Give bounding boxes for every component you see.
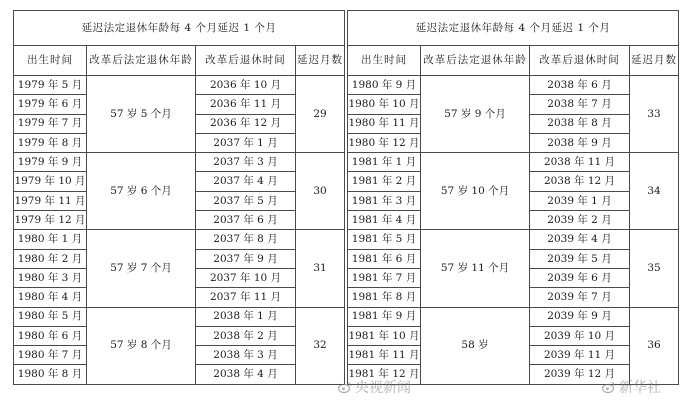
birth-date-cell: 1981 年 4 月 <box>348 211 421 230</box>
retirement-age-cell: 57 岁 9 个月 <box>421 76 530 153</box>
retirement-time-cell: 2037 年 3 月 <box>196 153 296 172</box>
birth-date-cell: 1980 年 9 月 <box>348 76 421 95</box>
retirement-time-cell: 2038 年 12 月 <box>530 172 630 191</box>
retirement-time-cell: 2038 年 9 月 <box>530 133 630 152</box>
retirement-time-cell: 2037 年 10 月 <box>196 268 296 287</box>
birth-date-header: 出生时间 <box>348 46 421 76</box>
retirement-time-cell: 2038 年 2 月 <box>196 326 296 345</box>
birth-date-cell: 1980 年 6 月 <box>14 326 87 345</box>
retirement-time-cell: 2038 年 11 月 <box>530 153 630 172</box>
watermark-text: 新华社 <box>619 380 661 396</box>
table-row <box>348 153 679 172</box>
retirement-time-cell: 2039 年 10 月 <box>530 326 630 345</box>
retirement-time-cell: 2039 年 11 月 <box>530 346 630 365</box>
birth-date-cell: 1980 年 1 月 <box>14 230 87 249</box>
delay-months-cell: 34 <box>630 153 679 230</box>
delay-months-cell: 30 <box>296 153 345 230</box>
birth-date-cell: 1980 年 11 月 <box>348 114 421 133</box>
table-title: 延迟法定退休年龄每 4 个月延迟 1 个月 <box>14 11 345 46</box>
right-retirement-table <box>347 10 679 385</box>
delay-months-cell: 33 <box>630 76 679 153</box>
retirement-age-cell: 57 岁 5 个月 <box>87 76 196 153</box>
table-row <box>14 153 345 172</box>
retirement-time-cell: 2039 年 9 月 <box>530 307 630 326</box>
retirement-age-header: 改革后法定退休年龄 <box>87 46 196 76</box>
table-row <box>14 230 345 249</box>
retirement-age-cell: 58 岁 <box>421 307 530 384</box>
table-row <box>348 76 679 95</box>
table-row <box>14 76 345 95</box>
birth-date-cell: 1981 年 8 月 <box>348 288 421 307</box>
retirement-time-cell: 2037 年 1 月 <box>196 133 296 152</box>
birth-date-cell: 1979 年 5 月 <box>14 76 87 95</box>
left-retirement-table <box>13 10 345 385</box>
retirement-time-cell: 2039 年 4 月 <box>530 230 630 249</box>
retirement-time-cell: 2038 年 8 月 <box>530 114 630 133</box>
column-header-row <box>348 46 679 76</box>
retirement-time-cell: 2039 年 2 月 <box>530 211 630 230</box>
birth-date-cell: 1980 年 2 月 <box>14 249 87 268</box>
retirement-time-cell: 2038 年 3 月 <box>196 346 296 365</box>
delay-months-cell: 29 <box>296 76 345 153</box>
watermark-text: 央视新闻 <box>355 380 411 396</box>
table-title: 延迟法定退休年龄每 4 个月延迟 1 个月 <box>348 11 679 46</box>
birth-date-cell: 1979 年 9 月 <box>14 153 87 172</box>
table-row <box>348 230 679 249</box>
retirement-age-cell: 57 岁 11 个月 <box>421 230 530 307</box>
birth-date-cell: 1979 年 10 月 <box>14 172 87 191</box>
retirement-age-header: 改革后法定退休年龄 <box>421 46 530 76</box>
retirement-time-cell: 2037 年 5 月 <box>196 191 296 210</box>
retirement-table <box>347 10 679 385</box>
birth-date-cell: 1981 年 3 月 <box>348 191 421 210</box>
xinhua-watermark <box>602 377 661 397</box>
birth-date-cell: 1979 年 7 月 <box>14 114 87 133</box>
retirement-time-cell: 2037 年 6 月 <box>196 211 296 230</box>
birth-date-cell: 1981 年 1 月 <box>348 153 421 172</box>
retirement-age-cell: 57 岁 6 个月 <box>87 153 196 230</box>
retirement-table <box>13 10 345 385</box>
birth-date-cell: 1980 年 3 月 <box>14 268 87 287</box>
birth-date-cell: 1980 年 4 月 <box>14 288 87 307</box>
birth-date-cell: 1980 年 10 月 <box>348 95 421 114</box>
birth-date-cell: 1980 年 12 月 <box>348 133 421 152</box>
table-row <box>348 307 679 326</box>
retirement-age-cell: 57 岁 10 个月 <box>421 153 530 230</box>
retirement-time-cell: 2037 年 11 月 <box>196 288 296 307</box>
table-title-row <box>14 11 345 46</box>
delay-months-cell: 35 <box>630 230 679 307</box>
retirement-time-cell: 2039 年 6 月 <box>530 268 630 287</box>
retirement-time-cell: 2038 年 4 月 <box>196 365 296 384</box>
retirement-time-cell: 2039 年 7 月 <box>530 288 630 307</box>
birth-date-cell: 1981 年 9 月 <box>348 307 421 326</box>
column-header-row <box>14 46 345 76</box>
retirement-time-cell: 2037 年 8 月 <box>196 230 296 249</box>
retirement-time-cell: 2038 年 7 月 <box>530 95 630 114</box>
birth-date-cell: 1981 年 6 月 <box>348 249 421 268</box>
birth-date-cell: 1980 年 7 月 <box>14 346 87 365</box>
weibo-icon <box>338 381 352 393</box>
delay-months-cell: 36 <box>630 307 679 384</box>
birth-date-cell: 1979 年 12 月 <box>14 211 87 230</box>
birth-date-cell: 1981 年 7 月 <box>348 268 421 287</box>
delay-months-cell: 31 <box>296 230 345 307</box>
retirement-time-cell: 2039 年 12 月 <box>530 365 630 384</box>
birth-date-cell: 1981 年 10 月 <box>348 326 421 345</box>
table-title-row <box>348 11 679 46</box>
retirement-time-cell: 2038 年 1 月 <box>196 307 296 326</box>
birth-date-cell: 1981 年 2 月 <box>348 172 421 191</box>
retirement-time-cell: 2039 年 5 月 <box>530 249 630 268</box>
delay-months-header: 延迟月数 <box>630 46 679 76</box>
weibo-icon <box>602 381 616 393</box>
birth-date-cell: 1979 年 6 月 <box>14 95 87 114</box>
retirement-time-cell: 2037 年 4 月 <box>196 172 296 191</box>
retirement-time-cell: 2038 年 6 月 <box>530 76 630 95</box>
birth-date-cell: 1980 年 5 月 <box>14 307 87 326</box>
retirement-time-cell: 2039 年 1 月 <box>530 191 630 210</box>
cctv-news-watermark <box>338 377 411 397</box>
birth-date-cell: 1979 年 8 月 <box>14 133 87 152</box>
retirement-time-cell: 2036 年 10 月 <box>196 76 296 95</box>
table-row <box>14 307 345 326</box>
retirement-age-cell: 57 岁 8 个月 <box>87 307 196 384</box>
delay-months-header: 延迟月数 <box>296 46 345 76</box>
delay-months-cell: 32 <box>296 307 345 384</box>
retirement-time-header: 改革后退休时间 <box>196 46 296 76</box>
retirement-time-cell: 2036 年 12 月 <box>196 114 296 133</box>
retirement-age-cell: 57 岁 7 个月 <box>87 230 196 307</box>
retirement-time-header: 改革后退休时间 <box>530 46 630 76</box>
retirement-time-cell: 2036 年 11 月 <box>196 95 296 114</box>
birth-date-cell: 1980 年 8 月 <box>14 365 87 384</box>
retirement-time-cell: 2037 年 9 月 <box>196 249 296 268</box>
birth-date-cell: 1981 年 5 月 <box>348 230 421 249</box>
birth-date-cell: 1981 年 12 月 <box>348 365 421 384</box>
birth-date-header: 出生时间 <box>14 46 87 76</box>
birth-date-cell: 1981 年 11 月 <box>348 346 421 365</box>
birth-date-cell: 1979 年 11 月 <box>14 191 87 210</box>
